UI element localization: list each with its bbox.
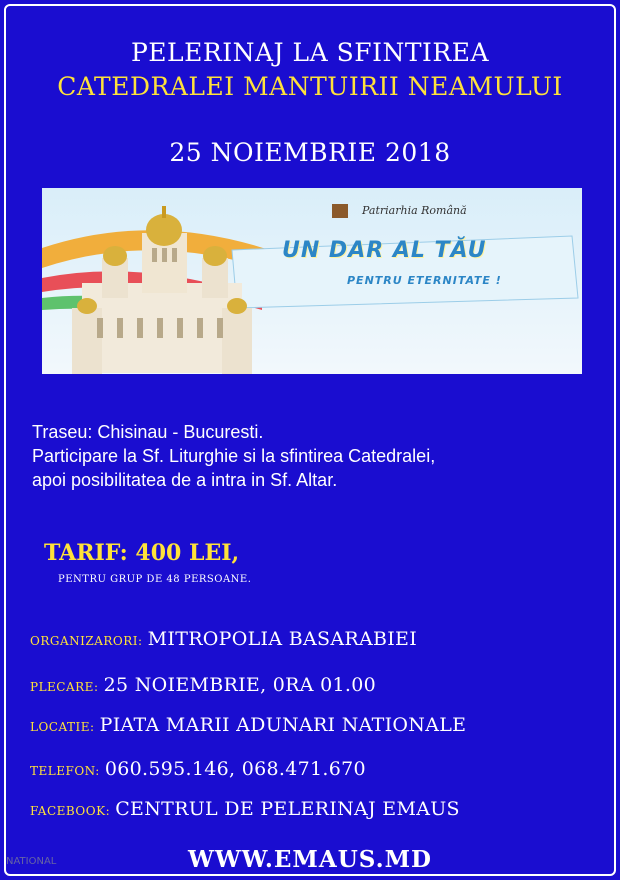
slogan-main: UN DAR AL TĂU [282,238,487,263]
slogan-sub: PENTRU ETERNITATE ! [347,274,502,287]
detail-row-location [30,714,466,736]
title-line-2: CATEDRALEI MANTUIRII NEAMULUI [57,72,563,101]
title-line-1: PELERINAJ LA SFINTIREA [130,38,490,67]
detail-label: TELEFON: [30,764,100,778]
patriarhia-label: Patriarhia Română [362,204,467,217]
cathedral-banner [42,188,582,374]
tarif-group: PENTRU GRUP DE 48 PERSOANE. [58,574,252,585]
website-url: WWW.EMAUS.MD [187,846,432,873]
detail-label: LOCATIE: [30,720,95,734]
detail-row-departure [30,674,376,696]
detail-value: CENTRUL DE PELERINAJ EMAUS [115,798,460,820]
event-date: 25 NOIEMBRIE 2018 [169,138,451,167]
participation-text: Participare la Sf. Liturghie si la sfintirea Catedralei, [32,446,436,466]
detail-value: MITROPOLIA BASARABIEI [147,628,418,650]
detail-row-phone [30,758,366,780]
tarif-price: TARIF: 400 LEI, [44,540,240,566]
altar-text: apoi posibilitatea de a intra in Sf. Altar. [32,470,338,490]
detail-row-facebook [30,798,460,820]
detail-label: FACEBOOK: [30,804,111,818]
detail-label: ORGANIZARORI: [30,634,143,648]
detail-value: 060.595.146, 068.471.670 [104,758,366,780]
detail-row-organizers [30,628,417,650]
watermark: NATIONAL [6,856,57,867]
detail-label: PLECARE: [30,680,99,694]
route-text: Traseu: Chisinau - Bucuresti. [32,422,264,442]
detail-value: PIATA MARII ADUNARI NATIONALE [99,714,467,736]
detail-value: 25 NOIEMBRIE, 0RA 01.00 [103,674,377,696]
